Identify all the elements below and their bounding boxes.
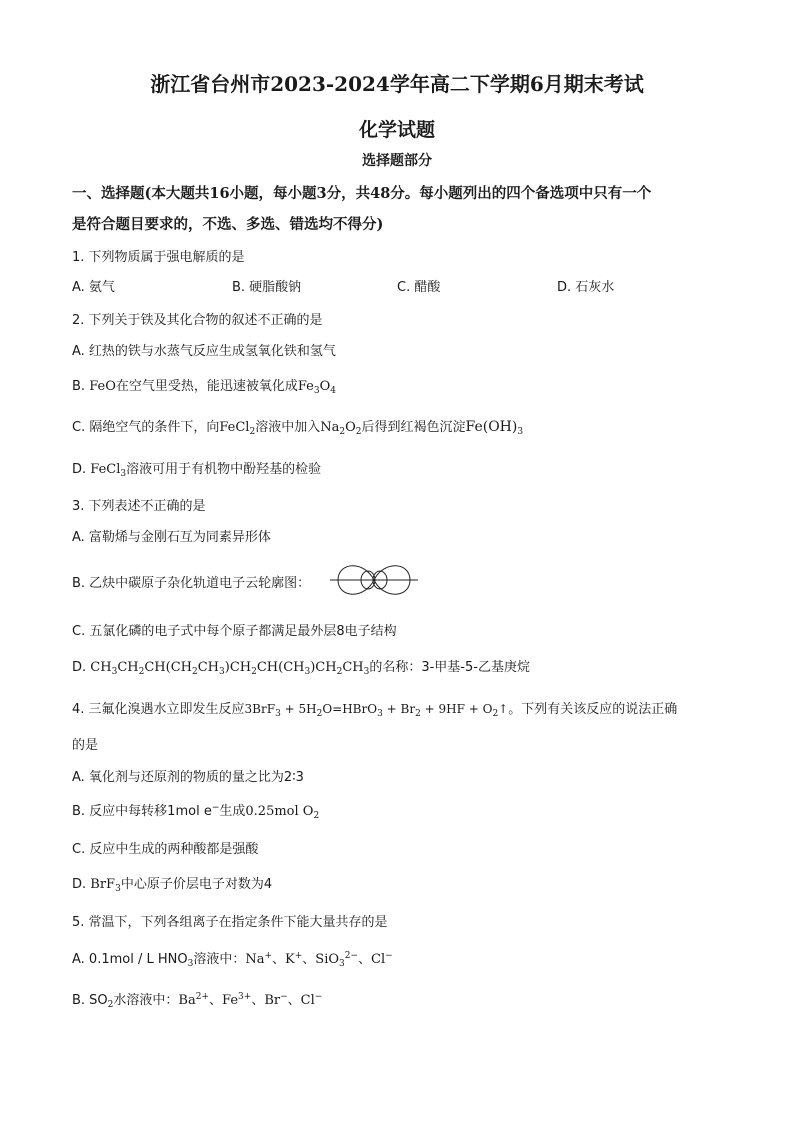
q4-option-d: D. BrF$_3$中心原子价层电子对数为4 <box>72 877 273 894</box>
q1-option-b: B. 硬脂酸钠 <box>232 280 302 295</box>
q4-option-c: C. 反应中生成的两种酸都是强酸 <box>72 842 259 857</box>
q2-stem: 2. 下列关于铁及其化合物的叙述不正确的是 <box>72 313 323 328</box>
q1-option-c: C. 醋酸 <box>397 280 441 295</box>
q4-option-b: B. 反应中每转移1mol e−生成0.25mol $O_2$ <box>72 803 320 821</box>
q3-stem: 3. 下列表述不正确的是 <box>72 499 206 514</box>
q3-option-b: B. 乙炔中碳原子杂化轨道电子云轮廓图： <box>72 576 311 591</box>
q5-option-a: A. 0.1mol / L $HNO_3$溶液中：Na+、K+、SiO$_3^{2-}$、Cl− <box>72 951 393 969</box>
q3-option-d: D. $CH_3CH_2CH(CH_2CH_3)CH_2CH(CH_3)CH_2CH_3$的名称：3-甲基-5-乙基庚烷 <box>72 660 530 677</box>
q4-option-a: A. 氧化剂与还原剂的物质的量之比为2∶3 <box>72 770 304 785</box>
part-heading: 选择题部分 <box>362 153 432 169</box>
q2-option-b: B. FeO在空气里受热，能迅速被氧化成$Fe_3O_4$ <box>72 379 337 396</box>
q4-stem: 4. 三氟化溴遇水立即发生反应$3BrF_3 + 5H_2O=HBrO_3 + Br_2 + 9HF$ + $O_2↑$。下列有关该反应的说法正确 <box>72 702 678 719</box>
q3-option-a: A. 富勒烯与金刚石互为同素异形体 <box>72 530 271 545</box>
q4-stem-line2: 的是 <box>72 738 99 753</box>
section-instructions-line1: 一、选择题(本大题共16小题，每小题3分，共48分。每小题列出的四个备选项中只有一个 <box>72 185 652 202</box>
q5-option-b: B. $SO_2$水溶液中：$Ba^{2+}$、$Fe^{3+}$、Br−、Cl− <box>72 992 323 1010</box>
q2-option-c: C. 隔绝空气的条件下，向FeCl$_2$溶液中加入$Na_2O_2$后得到红褐色沉淀$Fe(OH)_3$ <box>72 419 524 437</box>
q1-option-d: D. 石灰水 <box>557 280 615 295</box>
q2-option-a: A. 红热的铁与水蒸气反应生成氢氧化铁和氢气 <box>72 344 336 359</box>
q1-stem: 1. 下列物质属于强电解质的是 <box>72 250 245 265</box>
q5-stem: 5. 常温下，下列各组离子在指定条件下能大量共存的是 <box>72 915 388 930</box>
q3-option-c: C. 五氯化磷的电子式中每个原子都满足最外层8电子结构 <box>72 624 397 639</box>
q2-option-d: D. FeCl$_3$溶液可用于有机物中酚羟基的检验 <box>72 462 322 479</box>
page-subtitle: 化学试题 <box>358 119 435 141</box>
page-title: 浙江省台州市2023-2024学年高二下学期6月期末考试 <box>150 72 644 96</box>
sp-orbital-diagram <box>328 556 420 604</box>
q1-option-a: A. 氨气 <box>72 280 115 295</box>
section-instructions-line2: 是符合题目要求的，不选、多选、错选均不得分) <box>72 216 384 233</box>
